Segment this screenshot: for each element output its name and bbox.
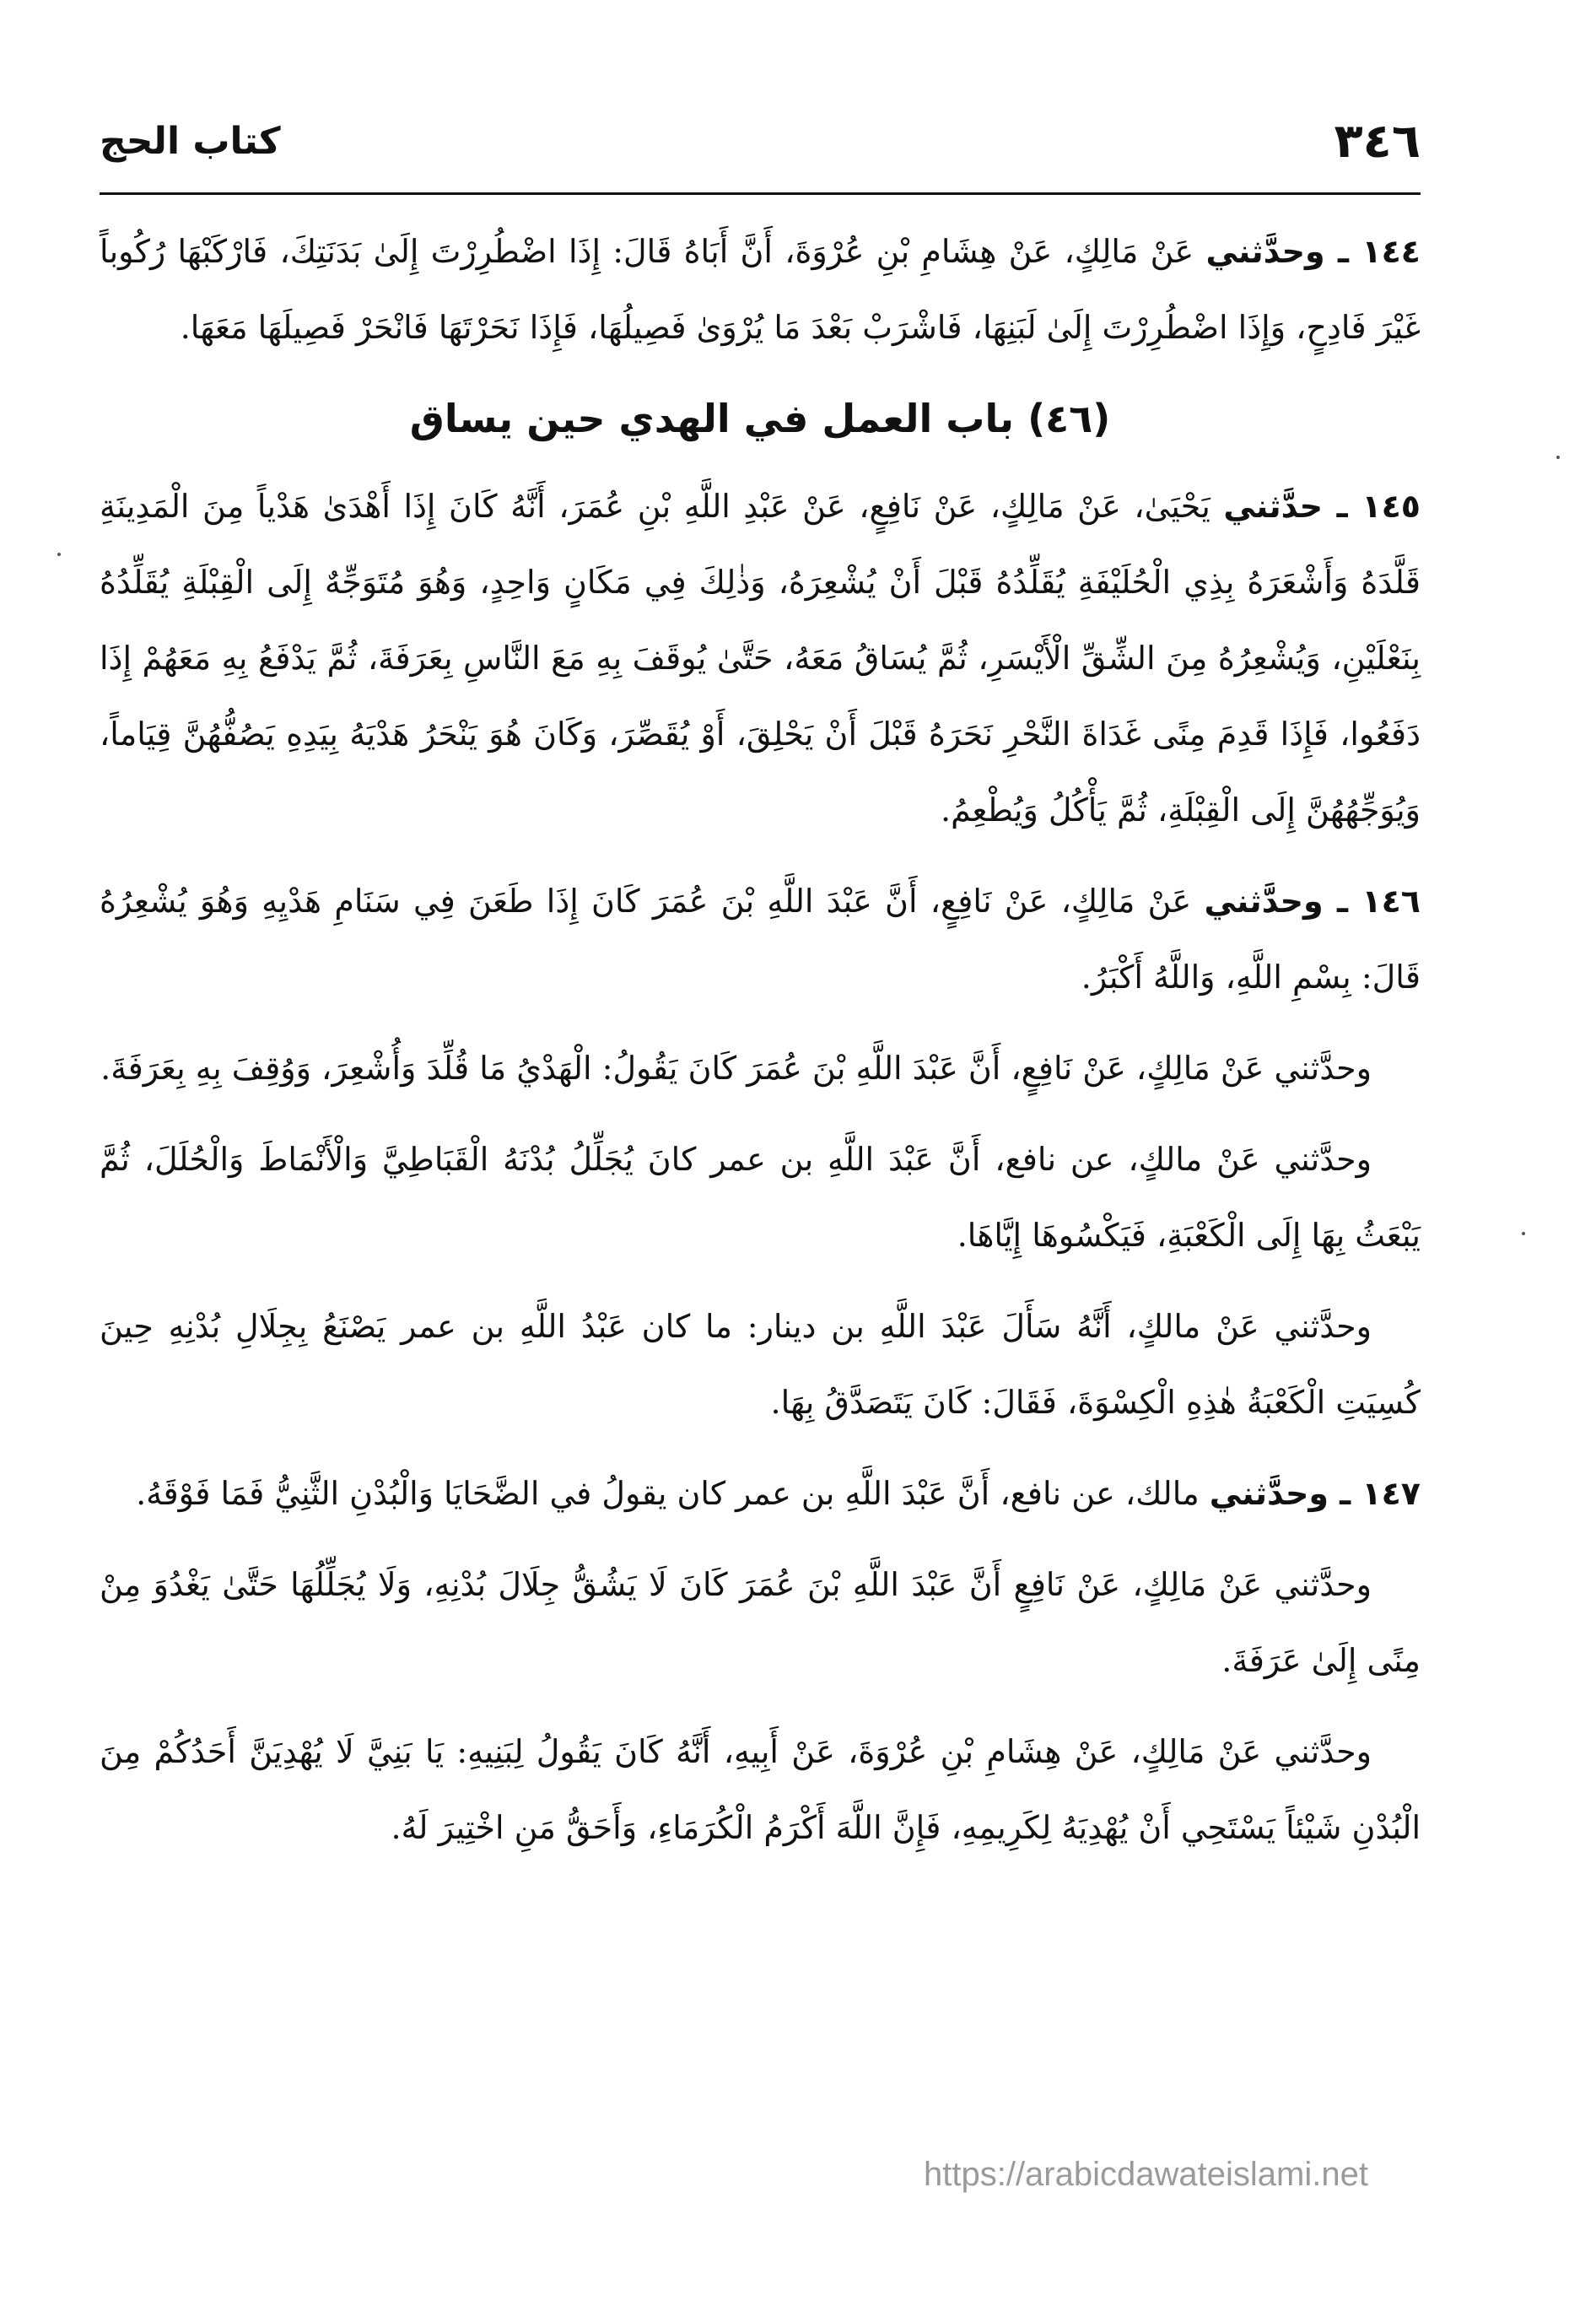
hadith-text: يَحْيَىٰ، عَنْ مَالِكٍ، عَنْ نَافِعٍ، عَنْ عَبْدِ اللَّهِ بْنِ عُمَرَ، أَنَّهُ كَانَ إِذَا أَهْدَىٰ هَدْياً مِنَ الْمَدِينَةِ قَلَّدَهُ وَأَشْعَرَهُ بِذِي الْحُلَيْفَةِ يُقَلِّدُهُ قَبْلَ أَنْ يُشْعِرَهُ، وَذٰلِكَ فِي مَكَانٍ وَاحِدٍ، وَهُوَ مُتَوَجِّهٌ إِلَى الْقِبْلَةِ يُقَلِّدُهُ بِنَعْلَيْنِ، وَيُشْعِرُهُ مِنَ الشِّقِّ الْأَيْسَرِ، ثُمَّ يُسَاقُ مَعَهُ، حَتَّىٰ يُوقَفَ بِهِ مَعَ النَّاسِ بِعَرَفَةَ، ثُمَّ يَدْفَعُ بِهِ مَعَهُمْ إِذَا دَفَعُوا، فَإِذَا قَدِمَ مِنًى غَدَاةَ النَّحْرِ نَحَرَهُ قَبْلَ أَنْ يَحْلِقَ، أَوْ يُقَصِّرَ، وَكَانَ هُوَ يَنْحَرُ هَدْيَهُ بِيَدِهِ يَصُفُّهُنَّ قِيَاماً، وَيُوَجِّهُهُنَّ إِلَى الْقِبْلَةِ، ثُمَّ يَأْكُلُ وَيُطْعِمُ.: [100, 488, 1421, 829]
website-watermark: https://arabicdawateislami.net: [924, 2156, 1368, 2193]
scan-speck: [57, 553, 61, 556]
hadith-text: مالك، عن نافع، أَنَّ عَبْدَ اللَّهِ بن عمر كان يقولُ في الضَّحَايَا وَالْبُدْنِ الثَّنِيُّ فَمَا فَوْقَهُ.: [136, 1475, 1210, 1512]
section-heading: (٤٦) باب العمل في الهدي حين يساق: [409, 396, 1111, 441]
book-page: [100, 100, 1421, 2260]
hadith-text: عَنْ مَالِكٍ، عَنْ نَافِعٍ، أَنَّ عَبْدَ اللَّهِ بْنَ عُمَرَ كَانَ إِذَا طَعَنَ فِي سَنَامِ هَدْيِهِ وَهُوَ يُشْعِرُهُ قَالَ: بِسْمِ اللَّهِ، وَاللَّهُ أَكْبَرُ.: [100, 883, 1421, 996]
hadith-145: [100, 468, 1421, 848]
scan-speck: [1556, 456, 1560, 459]
hadith-147: [100, 1455, 1421, 1531]
narration-paragraph: [100, 1030, 1421, 1106]
page-number: ٣٤٦: [1334, 114, 1421, 169]
narration-text: وحدَّثني عَنْ مَالِكٍ، عَنْ هِشَامِ بْنِ عُرْوَةَ، عَنْ أَبِيهِ، أَنَّهُ كَانَ يَقُولُ لِبَنِيهِ: يَا بَنِيَّ لَا يُهْدِيَنَّ أَحَدُكُمْ مِنَ الْبُدْنِ شَيْئاً يَسْتَحِي أَنْ يُهْدِيَهُ لِكَرِيمِهِ، فَإِنَّ اللَّهَ أَكْرَمُ الْكُرَمَاءِ، وَأَحَقُّ مَنِ اخْتِيرَ لَهُ.: [100, 1733, 1421, 1846]
narration-text: وحدَّثني عَنْ مالكٍ، عن نافع، أَنَّ عَبْدَ اللَّهِ بن عمر كانَ يُجَلِّلُ بُدْنَهُ الْقَبَاطِيَّ وَالْأَنْمَاطَ وَالْحُلَلَ، ثُمَّ يَبْعَثُ بِهَا إِلَى الْكَعْبَةِ، فَيَكْسُوهَا إِيَّاهَا.: [100, 1141, 1421, 1254]
hadith-146: [100, 863, 1421, 1015]
hadith-144: [100, 213, 1421, 365]
page-header: [100, 100, 1421, 195]
narration-paragraph: [100, 1547, 1421, 1698]
scan-speck: [1522, 1232, 1525, 1235]
narration-paragraph: [100, 1121, 1421, 1273]
hadith-label: ١٤٤ ـ وحدَّثني: [1205, 233, 1421, 270]
running-title: كتاب الحج: [100, 120, 281, 163]
hadith-label: ١٤٥ ـ حدَّثني: [1223, 488, 1421, 525]
hadith-text: عَنْ مَالِكٍ، عَنْ هِشَامِ بْنِ عُرْوَةَ، أَنَّ أَبَاهُ قَالَ: إِذَا اضْطُرِرْتَ إِلَىٰ بَدَنَتِكَ، فَارْكَبْهَا رُكُوباً غَيْرَ فَادِحٍ، وَإِذَا اضْطُرِرْتَ إِلَىٰ لَبَنِهَا، فَاشْرَبْ بَعْدَ مَا يُرْوَىٰ فَصِيلُهَا، فَإِذَا نَحَرْتَهَا فَانْحَرْ فَصِيلَهَا مَعَهَا.: [100, 233, 1421, 346]
hadith-label: ١٤٧ ـ وحدَّثني: [1209, 1475, 1421, 1512]
narration-text: وحدَّثني عَنْ مالكٍ، أَنَّهُ سَأَلَ عَبْدَ اللَّهِ بن دينار: ما كان عَبْدُ اللَّهِ بن عمر يَصْنَعُ بِجِلَالِ بُدْنِهِ حِينَ كُسِيَتِ الْكَعْبَةُ هٰذِهِ الْكِسْوَةَ، فَقَالَ: كَانَ يَتَصَدَّقُ بِهَا.: [100, 1308, 1421, 1421]
page-body: [100, 213, 1421, 1866]
narration-text: وحدَّثني عَنْ مَالِكٍ، عَنْ نَافِعٍ أَنَّ عَبْدَ اللَّهِ بْنَ عُمَرَ كَانَ لَا يَشُقُّ جِلَالَ بُدْنِهِ، وَلَا يُجَلِّلُهَا حَتَّىٰ يَغْدُوَ مِنْ مِنًى إِلَىٰ عَرَفَةَ.: [100, 1566, 1421, 1679]
narration-paragraph: [100, 1288, 1421, 1440]
narration-paragraph: [100, 1714, 1421, 1866]
narration-text: وحدَّثني عَنْ مَالِكٍ، عَنْ نَافِعٍ، أَنَّ عَبْدَ اللَّهِ بْنَ عُمَرَ كَانَ يَقُولُ: الْهَدْيُ مَا قُلِّدَ وَأُشْعِرَ، وَوُقِفَ بِهِ بِعَرَفَةَ.: [100, 1050, 1372, 1087]
hadith-label: ١٤٦ ـ وحدَّثني: [1204, 883, 1421, 920]
